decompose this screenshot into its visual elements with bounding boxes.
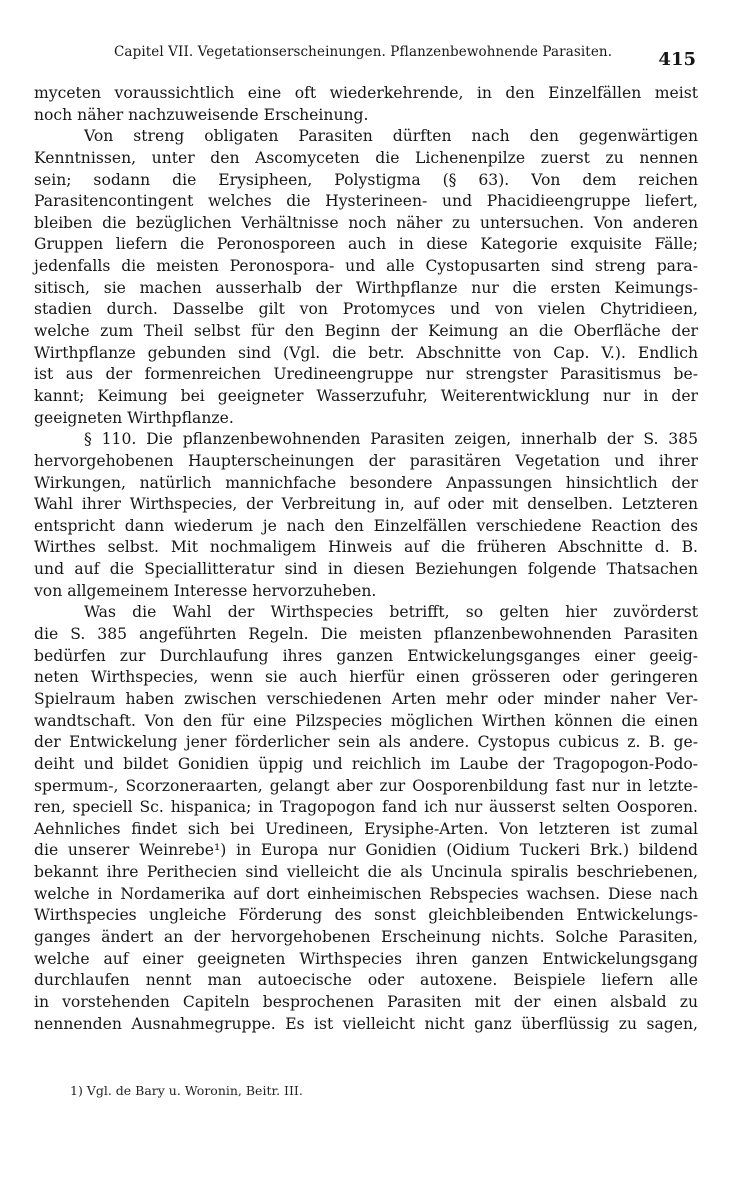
text-line: neten Wirthspecies, wenn sie auch hierfür einen grösseren oder geringeren	[34, 668, 698, 687]
text-line: hervorgehobenen Haupterscheinungen der parasitären Vegetation und ihrer	[34, 451, 698, 470]
text-line: in vorstehenden Capiteln besprochenen Parasiten mit der einen alsbald zu	[34, 992, 698, 1011]
text-line: kannt; Keimung bei geeigneter Wasserzufuhr, Weiterentwicklung nur in der	[34, 386, 698, 405]
text-line: § 110. Die pflanzenbewohnenden Parasiten zeigen, innerhalb der S. 385	[84, 430, 698, 449]
text-line: Von streng obligaten Parasiten dürften nach den gegenwärtigen	[84, 127, 698, 146]
text-line: deiht und bildet Gonidien üppig und reichlich im Laube der Tragopogon-Podo-	[34, 754, 698, 773]
text-line: die S. 385 angeführten Regeln. Die meisten pflanzenbewohnenden Parasiten	[34, 625, 698, 644]
text-line: Spielraum haben zwischen verschiedenen Arten mehr oder minder naher Ver-	[34, 689, 698, 708]
text-line: Wirthes selbst. Mit nochmaligem Hinweis auf die früheren Abschnitte d. B.	[34, 538, 698, 557]
text-line: welche in Nordamerika auf dort einheimischen Rebspecies wachsen. Diese nach	[34, 884, 698, 903]
text-line: Wirkungen, natürlich mannichfache besondere Anpassungen hinsichtlich der	[34, 473, 698, 492]
text-line: und auf die Speciallitteratur sind in diesen Beziehungen folgende Thatsachen	[34, 560, 698, 579]
text-line: wandtschaft. Von den für eine Pilzspecies möglichen Wirthen können die einen	[34, 711, 698, 730]
text-line: Aehnliches findet sich bei Uredineen, Erysiphe-Arten. Von letzteren ist zumal	[34, 819, 698, 838]
text-line: Wirthpflanze gebunden sind (Vgl. die betr. Abschnitte von Cap. V.). Endlich	[34, 343, 698, 362]
text-line: noch näher nachzuweisende Erscheinung.	[34, 105, 369, 124]
footnote: 1) Vgl. de Bary u. Woronin, Beitr. III.	[70, 1083, 303, 1098]
page-header	[114, 44, 700, 72]
text-line: spermum-, Scorzoneraarten, gelangt aber zur Oosporenbildung fast nur in letzte-	[34, 776, 698, 795]
running-head: Capitel VII. Vegetationserscheinungen. Pflanzenbewohnende Parasiten.	[114, 44, 613, 60]
text-line: Wirthspecies ungleiche Förderung des sonst gleichbleibenden Entwickelungs-	[34, 906, 698, 925]
text-line: bekannt ihre Perithecien sind vielleicht die als Uncinula spiralis beschriebenen,	[34, 863, 698, 882]
text-line: Parasitencontingent welches die Hysterineen- und Phacidieengruppe liefert,	[34, 192, 698, 211]
text-line: geeigneten Wirthpflanze.	[34, 408, 234, 427]
text-line: Wahl ihrer Wirthspecies, der Verbreitung in, auf oder mit denselben. Letzteren	[34, 495, 698, 514]
text-line: Gruppen liefern die Peronosporeen auch in diese Kategorie exquisite Fälle;	[34, 235, 698, 254]
text-line: die unserer Weinrebe¹) in Europa nur Gonidien (Oidium Tuckeri Brk.) bildend	[34, 841, 698, 860]
text-line: ren, speciell Sc. hispanica; in Tragopogon fand ich nur äusserst selten Oosporen.	[34, 798, 698, 817]
body-text	[34, 83, 698, 1035]
text-line: jedenfalls die meisten Peronospora- und alle Cystopusarten sind streng para-	[34, 257, 698, 276]
text-line: von allgemeinem Interesse hervorzuheben.	[34, 581, 377, 600]
text-line: welche auf einer geeigneten Wirthspecies ihren ganzen Entwickelungsgang	[34, 949, 698, 968]
text-line: durchlaufen nennt man autoecische oder autoxene. Beispiele liefern alle	[34, 971, 698, 990]
text-line: bleiben die bezüglichen Verhältnisse noch näher zu untersuchen. Von anderen	[34, 213, 698, 232]
text-line: ganges ändert an der hervorgehobenen Erscheinung nichts. Solche Parasiten,	[34, 927, 698, 946]
text-line: sitisch, sie machen ausserhalb der Wirthpflanze nur die ersten Keimungs-	[34, 278, 698, 297]
text-line: der Entwickelung jener förderlicher sein als andere. Cystopus cubicus z. B. ge-	[34, 733, 698, 752]
text-line: entspricht dann wiederum je nach den Einzelfällen verschiedene Reaction des	[34, 516, 698, 535]
text-line: sein; sodann die Erysipheen, Polystigma (§ 63). Von dem reichen	[34, 170, 698, 189]
text-line: myceten voraussichtlich eine oft wiederkehrende, in den Einzelfällen meist	[34, 84, 698, 102]
text-line: nennenden Ausnahmegruppe. Es ist vielleicht nicht ganz überflüssig zu sagen,	[34, 1014, 698, 1033]
text-line: ist aus der formenreichen Uredineengruppe nur strengster Parasitismus be-	[34, 365, 698, 384]
text-line: welche zum Theil selbst für den Beginn der Keimung an die Oberfläche der	[34, 322, 698, 341]
text-line: stadien durch. Dasselbe gilt von Protomyces und von vielen Chytridieen,	[34, 300, 698, 319]
text-line: bedürfen zur Durchlaufung ihres ganzen Entwickelungsganges einer geeig-	[34, 646, 698, 665]
text-line: Kenntnissen, unter den Ascomyceten die Lichenenpilze zuerst zu nennen	[34, 148, 698, 167]
text-line: Was die Wahl der Wirthspecies betrifft, so gelten hier zuvörderst	[84, 603, 698, 622]
page-number: 415	[658, 49, 696, 70]
